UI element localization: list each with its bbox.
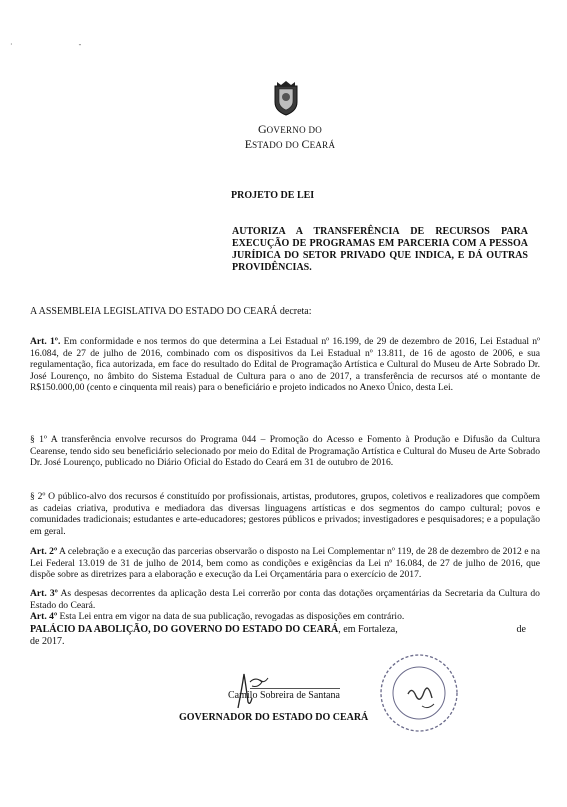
article-3 bbox=[30, 588, 540, 611]
closing-de: de bbox=[516, 624, 526, 635]
paragraph-2: § 2º O público-alvo dos recursos é constituído por profissionais, artistas, produtores, grupos, coletivos e realizadores que compõem as cadeias criativa, produtiva e mediadora das diversas linguagens artísticas e dos segmentos do campo cultural; povos e comunidades tradicionais; estudantes e arte-educadores; gestores públicos e privados; investigadores e pesquisadores; e a população em geral. bbox=[30, 491, 540, 537]
governor-name: Camilo Sobreira de Santana bbox=[228, 690, 340, 701]
enacting-clause bbox=[30, 306, 312, 317]
article-4-label: Art. 4º bbox=[30, 611, 58, 622]
state-coat-of-arms-icon bbox=[271, 80, 301, 116]
gov-rest-3: EARÁ bbox=[309, 140, 336, 150]
gov-initial-g: G bbox=[257, 122, 267, 136]
article-1 bbox=[30, 336, 540, 394]
governor-title: GOVERNADOR DO ESTADO DO CEARÁ bbox=[179, 712, 369, 723]
article-2-label: Art. 2º bbox=[30, 546, 58, 557]
article-2 bbox=[30, 546, 540, 581]
closing-year: de 2017. bbox=[30, 636, 65, 647]
article-1-label: Art. 1º. bbox=[30, 336, 61, 347]
article-2-text: A celebração e a execução das parcerias observarão o disposto na Lei Complementar nº 119, de 28 de dezembro de 2012 e na Lei Federal 13.019 de 31 de julho de 2014, bem como as condições e exigências da Lei nº 16.084, de 27 de julho de 2016, que dispõe sobre as diretrizes para a elaboração e execução da Lei Orçamentária para o exercício de 2017. bbox=[30, 546, 540, 581]
article-3-label: Art. 3º bbox=[30, 588, 58, 599]
signature-line bbox=[250, 688, 340, 689]
gov-initial-c: C bbox=[301, 137, 310, 151]
palace-name: PALÁCIO DA ABOLIÇÃO, DO GOVERNO DO ESTADO DO CEARÁ bbox=[30, 624, 339, 635]
gov-line-2 bbox=[220, 137, 360, 152]
document-title: PROJETO DE LEI bbox=[231, 190, 315, 201]
closing-line bbox=[30, 624, 540, 648]
gov-initial-e: E bbox=[244, 137, 253, 151]
article-1-text: Em conformidade e nos termos do que determina a Lei Estadual nº 16.199, de 29 de dezembro de 2016, Lei Estadual nº 16.084, de 27 de julho de 2016, combinado com os dispositivos da Lei Estadual nº 13.811, de 16 de agosto de 2006, e sua regulamentação, fica autorizada, em face do resultado do Edital de Programação Artística e Cultural do Museu de Arte Sobrado Dr. José Lourenço, no âmbito do Sistema Estadual de Cultura para o ano de 2017, a transferência de recursos até o montante de R$150.000,00 (cento e cinquenta mil reais) para o beneficiário e projeto indicados no Anexo Único, desta Lei. bbox=[30, 336, 541, 394]
official-stamp-icon bbox=[378, 652, 460, 734]
closing-place: , em Fortaleza, bbox=[338, 624, 398, 635]
government-header bbox=[220, 122, 360, 152]
gov-rest-2: STADO DO bbox=[252, 140, 302, 150]
assembly-name: A ASSEMBLEIA LEGISLATIVA DO ESTADO DO CEARÁ bbox=[30, 306, 278, 317]
scan-specks: · - bbox=[10, 40, 82, 49]
gov-line-1 bbox=[220, 122, 360, 137]
article-4-text: Esta Lei entra em vigor na data de sua publicação, revogadas as disposições em contrário. bbox=[57, 611, 405, 622]
article-3-text: As despesas decorrentes da aplicação desta Lei correrão por conta das dotações orçamentárias da Secretaria da Cultura do Estado do Ceará. bbox=[30, 588, 540, 611]
decreta: decreta: bbox=[277, 306, 312, 317]
article-4 bbox=[30, 611, 540, 623]
ementa: AUTORIZA A TRANSFERÊNCIA DE RECURSOS PARA EXECUÇÃO DE PROGRAMAS EM PARCERIA COM A PESSOA JURÍDICA DO SETOR PRIVADO QUE INDICA, E DÁ OUTRAS PROVIDÊNCIAS. bbox=[232, 226, 528, 273]
gov-rest-1: OVERNO DO bbox=[266, 125, 323, 135]
paragraph-1: § 1º A transferência envolve recursos do Programa 044 – Promoção do Acesso e Fomento à Produção e Difusão da Cultura Cearense, tendo sido seu beneficiário selecionado por meio do Edital de Programação Artística e Cultural do Museu de Arte Sobrado Dr. José Lourenço, publicado no Diário Oficial do Estado do Ceará em 31 de outubro de 2016. bbox=[30, 434, 540, 469]
